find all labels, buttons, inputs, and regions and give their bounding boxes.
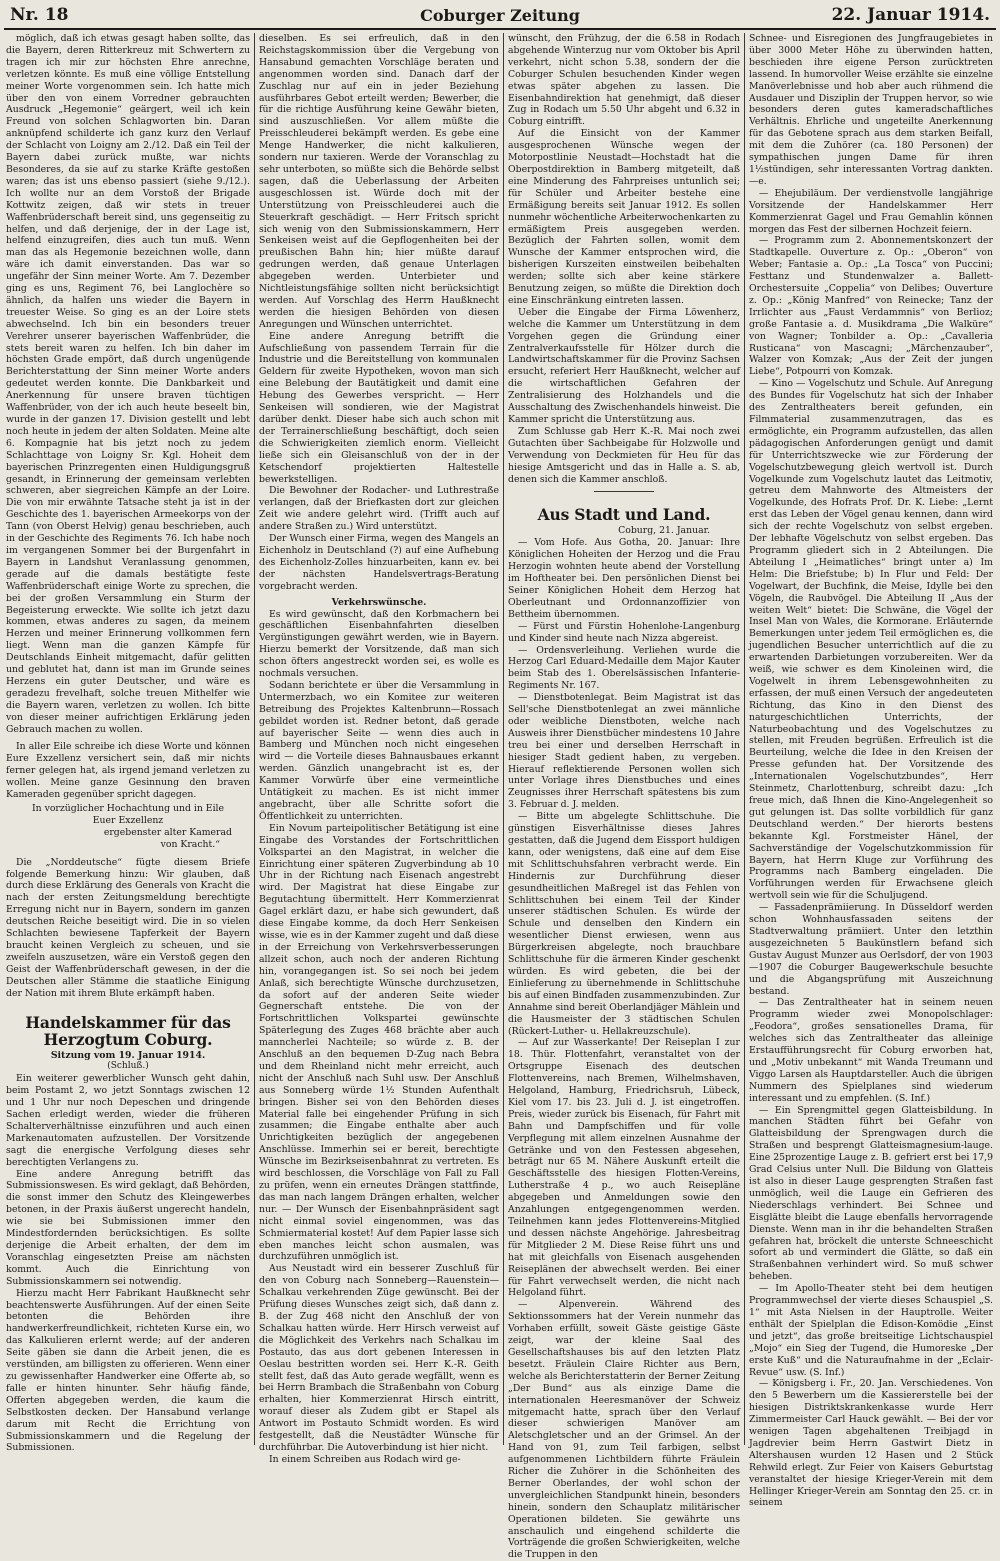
column-rule <box>254 33 255 1445</box>
article-paragraph: wünscht, den Frühzug, der die 6.58 in Rodach abgehende Winterzug nur vom Oktober bis April verkehrt, nicht schon 5.38, sondern der die Coburger Schulen besuchenden Kinder wegen etwas später abgehen zu lassen. Die Eisenbahndirektion hat genehmigt, daß dieser Zug in Rodach um 5.50 Uhr abgeht und 6.32 in Coburg eintrifft. <box>508 33 740 128</box>
column-4 <box>749 33 993 1509</box>
news-item: — Fürst und Fürstin Hohenlohe-Langenburg und Kinder sind heute nach Nizza abgereist. <box>508 620 740 644</box>
article-paragraph: möglich, daß ich etwas gesagt haben sollte, das die Bayern, deren Ritterkreuz mit Schwertern zu tragen ich mir zur höchsten Ehre anrechne, verletzen könnte. Es muß eine völlige Entstellung meiner Worte vorgenommen sein. Ich hatte mich über den von einem Vorredner gebrauchten Ausdruck „Hegemonie“ geärgert, weil ich kein Freund von solchen Schlagworten bin. Daran anknüpfend schilderte ich ganz kurz den Verlauf der Schlacht von Loigny am 2./12. Daß ein Teil der Bayern dabei zurück mußte, war nichts Besonderes, da sie auf zu starke Kräfte gestoßen waren; das ist uns ebenso passiert (siehe 9./12.). Ich wollte nur an dem Vorstoß der Brigade Kottwitz zeigen, daß wir stets in treuer Waffenbrüderschaft bereit sind, uns gegenseitig zu helfen, und daß derjenige, der in der Lage ist, helfend einzugreifen, dies auch tun muß. Wenn man das als Hegemonie bezeichnen wolle, dann wäre ich damit einverstanden. Das war so ungefähr der Sinn meiner Worte. Am 7. Dezember ging es uns, Regiment 76, bei Langlochère so ähnlich, da halfen uns wieder die Bayern in treuester Weise. So ging es an der Loire stets abwechselnd. Ich bin ein besonders treuer Verehrer unserer bayerischen Waffenbrüder, die stets bereit waren zu helfen. Ich bin daher im höchsten Grade empört, daß durch ungenügende Berichterstattung der Sinn meiner Worte anders gedeutet werden konnte. Die Dankbarkeit und Anerkennung für unsere braven tüchtigen Waffenbrüder, von der ich auch heute beseelt bin, wurde in der ganzen 17. Division gestellt und lebt noch heute in jedem der alten Soldaten. Meine alte 6. Kompagnie hat bis jetzt noch zu jedem Schlachttage von Loigny Sr. Kgl. Hoheit dem bayerischen Prinzregenten einen Huldigungsgruß gesandt, in Erinnerung der gemeinsam verlebten schweren, aber siegreichen Kämpfe an der Loire. Die von mir erwähnte Tatsache steht ja ist in der Geschichte des 1. bayerischen Armeekorps von der Tann (von Oberst Helvig) genau beschrieben, auch in der Geschichte des Regiments 76. Ich habe noch im vergangenen Sommer bei der Burgenfahrt in Bayern in Landshut Veranlassung genommen, gerade auf die damals bestätigte feste Waffenbrüderschaft einige Worte zu sprechen, die bei der großen Versammlung ein Sturm der Begeisterung erweckte. Wie sollte ich jetzt dazu kommen, etwas anderes zu sagen, da meinem Herzen und meiner Erinnerung vollkommen fern liegt. Wenn man die ganzen Kämpfe für Deutschlands Einheit mitgemacht, dafür gelitten und geblutet hat, dann ist man im Grunde seines Herzens ein guter Deutscher, und wäre es geradezu frevelhaft, solche treuen Mithelfer wie die Bayern waren, verletzen zu wollen. Ich bitte von dieser meiner aufrichtigen Erklärung jeden Gebrauch machen zu wollen. <box>6 33 250 735</box>
column-rule <box>503 33 504 1445</box>
news-item: — Das Zentraltheater hat in seinem neuen Programm wieder zwei Monopolschlager: „Feodora“, großes sensationelles Drama, für welches sich das Zentraltheater das alleinige Erstaufführungsrecht für Coburg erworben hat, und „Motiv unbekannt“ mit Wanda Treumann und Viggo Larsen als Hauptdarsteller. Auch die übrigen Nummern des Spielplanes sind wiederum interessant und zu empfehlen. (S. Inf.) <box>749 997 993 1104</box>
column-rule <box>744 33 745 1445</box>
column-2 <box>259 33 499 1465</box>
article-paragraph: Sodann berichtete er über die Versammlung in Untermerzbach, wo ein Komitee zur weiteren Betreibung des Projektes Kaltenbrunn—Rossach gebildet worden ist. Redner betont, daß gerade auf bayerischer Seite — wenn dies auch in Bamberg und München noch nicht eingesehen wird — die Vorteile dieses Bahnausbaues erkannt werden. Gänzlich unangebracht ist es, der Kammer Vorwürfe über eine vermeintliche Untätigkeit zu machen. Es ist nicht immer angebracht, über alle Schritte sofort die Öffentlichkeit zu unterrichten. <box>259 679 499 822</box>
letter-closing: In vorzüglicher Hochachtung und in Eile <box>31 803 225 814</box>
article-paragraph: Ueber die Eingabe der Firma Löwenherz, welche die Kammer um Unterstützung in dem Vorgehen gegen die Gründung einer Zentralverkaufsstelle für Hölzer durch die Landwirtschaftskammer für die Provinz Sachsen ersucht, referiert Herr Haußknecht, welcher auf die wirtschaftlichen Gefahren der Zentralisierung des Holzhandels und die Ausschaltung des Zwischenhandels hinweist. Die Kammer spricht die Unterstützung aus. <box>508 306 740 425</box>
article-paragraph: Hierzu macht Herr Fabrikant Haußknecht sehr beachtenswerte Ausführungen. Auf der einen Seite betonten die Behörden ihre handwerkerfreundlichkeit, richteten Kurse ein, wo das Kalkulieren erlernt werde; auf der anderen Seite gäben sie dann die Arbeit jenen, die es verstünden, am billigsten zu offerieren. Wenn einer zu gewissenhafter Handwerker eine Offerte ab, so falle er hinten hinunter. Sehr häufig fände, Offerten abgegeben werden, die kaum die Selbstkosten decken. Der Hansabund verlange darum mit Recht die Errichtung von Submissionskammern und die Regelung der Submissionen. <box>6 1287 250 1454</box>
article-paragraph: In einem Schreiben aus Rodach wird ge- <box>269 1453 461 1465</box>
news-item: — Fassadenprämiierung. In Düsseldorf werden schon Wohnhausfassaden seitens der Stadtverwaltung prämiiert. Unter den letzthin ausgezeichneten 5 Baukünstlern befand sich Gustav August Munzer aus Oerlsdorf, der von 1903—1907 die Coburger Baugewerkschule besuchte und die Abgangsprüfung mit Auszeichnung bestand. <box>749 902 993 997</box>
column-3 <box>508 33 740 1561</box>
news-item: — Programm zum 2. Abonnementskonzert der Stadtkapelle. Ouverture z. Op.: „Oberon“ von Weber; Fantasie a. Op.: „La Tosca“ von Puccini; Festtanz und Stundenwalzer a. Ballett-Orchestersuite „Coppelia“ von Delibes; Ouverture z. Op.: „König Manfred“ von Reinecke; Tanz der Irrlichter aus „Faust Verdammnis“ von Berlioz; große Fantasie a. d. Musikdrama „Die Walküre“ von Wagner; Tonbilder a. Op.: „Cavalleria Rusticana“ von Mascagni; „Märchenzauber“, Walzer von Komzak; „Aus der Zeit der jungen Liebe“, Potpourri von Komzak. <box>749 235 993 378</box>
news-item: — Vom Hofe. Aus Gotha, 20. Januar: Ihre Königlichen Hoheiten der Herzog und die Frau Herzogin wohnten heute abend der Vorstellung im Hoftheater bei. Den persönlichen Dienst bei Seiner Königlichen Hoheit dem Herzog hat Oberleutnant und Ordonnanzoffizier von Bettheim übernommen. <box>508 537 740 620</box>
letter-closing: ergebenster alter Kamerad <box>103 826 232 838</box>
masthead <box>4 2 996 30</box>
article-paragraph: Ein Novum parteipolitischer Betätigung ist eine Eingabe des Vorstandes der Fortschrittlichen Volkspartei an den Magistrat, in welcher die Einrichtung einer späteren Zugverbindung ab 10 Uhr in der Richtung nach Eisenach angestrebt wird. Der Magistrat hat diese Eingabe zur Begutachtung übermittelt. Herr Kommerzienrat Gagel erklärt dazu, er habe sich gewundert, daß diese Eingabe komme, da doch Herr Senkeisen wisse, wie es in der Kammer zugeht und daß diese in der Erreichung von Verkehrsverbesserungen allzeit schon, auch noch der anderen Richtung hin, vorangegangen ist. So sei noch bei jedem Anlaß, sich berechtigte Wünsche durchzusetzen, da sofort auf der anderen Seite wieder Gegnerschaft entstehe. Die von der Fortschrittlichen Volkspartei gewünschte Späterlegung des Zuges 468 brächte aber auch manncherlei Nachteile; so würde z. B. der Anschluß an den bequemen D-Zug nach Bebra und dem Rheinland nicht mehr erreicht, auch nicht der Anschluß nach Suhl usw. Der Anschluß aus Sonneberg würde 1½ Stunden Aufenthalt bringen. Bisher sei von den Behörden dieses Material falle bei eingehender Prüfung in sich zusammen; die Eingabe enthalte aber auch Unrichtigkeiten bezüglich der angegebenen Anschlüsse. Immerhin sei er bereit, berechtigte Wünsche im Bezirkseisenbahnrat zu vertreten. Es wird beschlossen, die Vorschläge von Fall zu Fall zu prüfen, wenn ein erneutes Drängen stattfinde, das man nach langem Drängen erhalten, welcher nur. — Der Wunsch der Eisenbahnpräsident sagt nicht einmal soviel eingenommen, was das Schmiermaterial kostet! Auf dem Papier lasse sich eben manches leicht schon ausmalen, was durchzuführen unmöglich ist. <box>259 822 499 1263</box>
section-subheading: Verkehrswünsche. <box>331 596 427 608</box>
section-subheading: Sitzung vom 19. Januar 1914. <box>50 1049 206 1061</box>
article-paragraph: In aller Eile schreibe ich diese Worte und können Eure Exzellenz versichert sein, daß mir nichts ferner gelegen hat, als irgend jemand verletzen zu wollen. Meine ganze Gesinnung den braven Kameraden gegenüber spricht dagegen. <box>6 741 250 801</box>
news-item: — Ehejubiläum. Der verdienstvolle langjährige Vorsitzende der Handelskammer Herr Kommerzienrat Gagel und Frau Gemahlin können morgen das Fest der silbernen Hochzeit feiern. <box>749 187 993 235</box>
article-paragraph: Zum Schlusse gab Herr K.-R. Mai noch zwei Gutachten über Sachbeigabe für Holzwolle und Verwendung von Deckmieten für Heu für das hiesige Amtsgericht und das in Halle a. S. ab, denen sich die Kammer anschloß. <box>508 425 740 485</box>
news-item: — Kino — Vogelschutz und Schule. Auf Anregung des Bundes für Vogelschutz hat sich der Inhaber des Zentraltheaters bereit gefunden, ein Filmmaterial zusammenzutragen, das es ermöglichte, ein Programm aufzustellen, das allen pädagogischen Anforderungen genügt und damit für Unterrichtszwecke wie zur Förderung der Vogelschutzbewegung gleich wertvoll ist. Durch Vogelkunde zum Vogelschutz lautet das Leitmotiv, getreu dem Mahnworte des Altmeisters der Vogelkunde, des Hofrats Prof. Dr. K. Liebe: „Lernt erst das Leben der Vögel genau kennen, dann wird sich der rechte Vogelschutz von selbst ergeben. Der lebhafte Vögelschutz von selbst ergeben. Das Programm gliedert sich in 2 Abteilungen. Die Abteilung I „Heimatliches“ bringt unter a) Im Helm: Die Briefstube; b) In Flur und Feld: Der Vogelwart, der Buchfink, die Meise, Idylle bei den Vögeln, die Raubvögel. Die Abteilung II „Aus der weiten Welt“ bietet: Die Schwäne, die Vögel der Insel Man von Wales, die Kormorane. Erläuternde Bemerkungen unter jedem Teil ermöglichen es, die jugendlichen Besucher unterrichtlich auf die zu erwartenden Darbietungen vorzubereiten. Wer da weiß, wie schwer es dem Kinoleinen wird, die Vogelwelt in ihrem Lebensgewohnheiten zu erfassen, der muß einen Versuch der angedeuteten Richtung, das Kino in den Dienst des naturgeschichtlichen Unterrichts, der Naturbeobachtung und des Vogelschutzes zu stellen, mit Freuden begrüßen. Erfreulich ist die Beurteilung, welche die Idee in den Kreisen der Presse gefunden hat. Der Vorsitzende des „Internationalen Vogelschutzbundes“, Herr Steinmetz, Charlottenburg, schreibt dazu: „Ich freue mich, daß Ihnen die Kino-Angelegenheit so gut gelungen ist. Das sollte vorbildlich für ganz Deutschland werden.“ Der hierorts bestens bekannte Kgl. Forstmeister Hänel, der Sachverständige der Vogelschutzkommission für Bayern, hat Herrn Kluge zur Vorführung des Programms nach Bamberg eingeladen. Die Vorführungen werden für Erwachsene gleich wertvoll sein wie für die Schuljugend. <box>749 378 993 902</box>
article-paragraph: Die Bewohner der Rodacher- und Luthrestraße verlangen, daß der Briefkasten dort zur gleichen Zeit wie andere gelehrt wird. (Trifft auch auf andere Straßen zu.) Wird unterstützt. <box>259 485 499 533</box>
issue-date: 22. Januar 1914. <box>831 5 990 25</box>
news-item: — Dienstbotenlegat. Beim Magistrat ist das Sell'sche Dienstbotenlegat an zwei männliche oder weibliche Dienstboten, welche nach Ausweis ihrer Dienstbücher mindestens 10 Jahre treu bei einer und derselben Herrschaft in hiesiger Stadt gedient haben, zu vergeben. Hierauf reflektierende Personen wollen sich unter Vorlage ihres Dienstbuches und eines Zeugnisses ihrer Herrschaft spätestens bis zum 3. Februar d. J. melden. <box>508 692 740 811</box>
article-paragraph: Schnee- und Eisregionen des Jungfraugebietes in über 3000 Meter Höhe zu überwinden hatten, beschieden ihre eigene Person zurücktreten lassend. In humorvoller Weise erzählte sie einzelne Manöverlebnisse und hob aber auch rühmend die Ausdauer und Disziplin der Truppen hervor, so wie besonders deren gutes kameradschaftliches Verhältnis. Ehrliche und ungeteilte Anerkennung für das Gebotene sprach aus dem starken Beifall, mit dem die Zuhörer (ca. 180 Personen) der sympathischen jungen Dame für ihren 1½stündigen, sehr interessanten Vortrag dankten. —e. <box>749 33 993 187</box>
section-heading: Handelskammer für das Herzogtum Coburg. <box>25 1012 231 1049</box>
news-item: — Ein Sprengmittel gegen Glatteisbildung. In manchen Städten führt bei Gefahr von Glatteisbildung der Sprengwagen durch die Straßen und besprengt Glatteismagnesium-lauge. Eine 25prozentige Lauge z. B. gefriert erst bei 17,9 Grad Celsius unter Null. Die Bildung von Glatteis ist also in dieser Lauge gesprengten Straßen fast unmöglich, weil die Lauge ein Gefrieren des Niederschlags verhindert. Bei Schnee und Eisglätte bleibt die Lauge ebenfalls hervorragende Dienste. Wenn man in ihr die behandelten Straßen gefahren hat, bröckelt die unterste Schneeschicht sofort ab und vermindert die Glätte, so daß ein Straßenbahnen verhindert wird. So muß schwer beheben. <box>749 1104 993 1283</box>
article-paragraph: Der Wunsch einer Firma, wegen des Mangels an Eichenholz in Deutschland (?) auf eine Aufhebung des Eichenholz-Zolles hinzuarbeiten, kann ev. bei der nächsten Handelsvertrags-Beratung vorgebracht werden. <box>259 533 499 592</box>
news-item: — Ordensverleihung. Verliehen wurde die Herzog Carl Eduard-Medaille dem Major Kauter beim Stab des 1. Oberelsässischen Infanterie-Regiments Nr. 167. <box>508 644 740 692</box>
article-paragraph: Ein weiterer gewerblicher Wunsch geht dahin, beim Postamt 2, wo jetzt Sonntags zwischen 12 und 1 Uhr nur noch Depeschen und dringende Sachen erledigt werden, wieder die früheren Schalterverhältnisse einzuführen und auch einen Markenautomaten aufzustellen. Der Vorsitzende sagt die energische Verfolgung dieses sehr berechtigten Verlangens zu. <box>6 1073 250 1168</box>
section-heading: Aus Stadt und Land. <box>537 505 711 525</box>
news-item: — Bitte um abgelegte Schlittschuhe. Die günstigen Eisverhältnisse dieses Jahres gestatten, daß die Jugend dem Eissport huldigen kann, oder wenigstens, daß eine auf dem Eise mit Schlittschuhsfahren verbracht werde. Ein Hindernis zur Durchführung dieser gesundheitlichen Maßregel ist das Fehlen von Schlittschuhen bei einem Teil der Kinder unserer städtischen Schulen. Es würde der Schule und denselben den Kindern ein wesentlicher Dienst erwiesen, wenn aus Bürgerkreisen abgelegte, noch brauchbare Schlittschuhe für die ärmeren Kinder geschenkt würden. Es wird gebeten, die bei der Einlieferung zu übernehmende in Schlittschuhe bis auf einen Bindfaden zusammenzubinden. Zur Annahme sind bereit Oberlandjäger Mählein und die Hausmeister der 3 städtischen Schulen (Rückert-Luther- u. Hellakreuzschule). <box>508 811 740 1037</box>
section-subheading: (Schluß.) <box>107 1061 149 1072</box>
newspaper-title: Coburger Zeitung <box>420 6 580 25</box>
article-paragraph: dieselben. Es sei erfreulich, daß in den Reichstagskommission über die Vergebung von Hansabund gemachten Vorschläge beraten und angenommen worden sind. Danach darf der Zuschlag nur auf ein in jeder Beziehung ausführbares Gebot erteilt werden; Bewerber, die für die richtige Ausführung keine Gewähr bieten, sind auszuschließen. Vor allem müßte die Preisschleuderei bekämpft werden. Es gebe eine Menge Handwerker, die nicht kalkulieren, sondern nur taxieren. Werde der Voranschlag zu sehr unterboten, so müßte sich die Behörde selbst sagen, daß die Ueberlassung der Arbeiten ausgeschlossen ist. Würde doch mit der Unterstützung von Preisschleuderei auch die Steuerkraft geschädigt. — Herr Fritsch spricht sich wenig von den Submissionskammern, Herr Senkeisen weist auf die Gepflogenheiten bei der preußischen Bahn hin; hier müßte darauf gedrungen werden, daß genaue Unterlagen abgegeben werden. Unterbieter und Nichtleistungsfähige sollten nicht berücksichtigt werden. Auf Vorschlag des Herrn Haußknecht werden die hiesigen Behörden von diesen Anregungen und Wünschen unterrichtet. <box>259 33 499 330</box>
article-paragraph: Aus Neustadt wird ein besserer Zuschluß für den von Coburg nach Sonneberg—Rauenstein—Schalkau verkehrenden Züge gewünscht. Bei der Prüfung dieses Wunsches zeigt sich, daß dann z. B. der Zug 468 nicht den Anschluß der von Schalkau hatten würde. Herr Hirsch verweist auf die Möglichkeit des Verkehrs nach Schalkau im Postauto, das aus dort gebenen Interessen in Oeslau bestritten worden sei. Herr K.-R. Geith stellt fest, daß das Auto gerade wegfällt, wenn es bei Herrn Brambach die Straßenbahn von Coburg erhalten, hier Kommerzienrat Hirsch eintritt, worauf dieser als Zudem gibt er Stapel als Antwort im Postauto Schmidt worden. Es wird festgestellt, daß die Neustädter Wünsche für durchführbar. Die Autoverbindung ist hier nicht. <box>259 1263 499 1453</box>
news-item: — Im Apollo-Theater steht bei dem heutigen Programmwechsel der vierte dieses Schauspiel „S. 1“ mit Asta Nielsen in der Hauptrolle. Weiter enthält der Spielplan die Edison-Komödie „Einst und jetzt“, das große breitseitige Lichtschauspiel „Mojo“ ein Sieg der Tugend, die Humoreske „Der erste Kuß“ und die Naturaufnahme in der „Eclair-Revue“ usw. (S. Inf.) <box>749 1283 993 1378</box>
article-paragraph: Auf die Einsicht von der Kammer ausgesprochenen Wünsche wegen der Motorpostlinie Neustadt—Hochstadt hat die Oberpostdirektion in Bamberg mitgeteilt, daß eine Minderung des Fahrpreises untunlich sei; für Schüler und Arbeiter bestehe eine Ermäßigung bereits seit Januar 1912. Es sollen nunmehr wöchentliche Arbeiterwochenkarten zu ermäßigtem Preis ausgegeben werden. Bezüglich der Fahrten sollen, womit dem Wunsche der Kammer entsprochen wird, die bisherigen Kurszeiten einstweilen beibehalten werden; sollte sich aber keine stärkere Benutzung zeigen, so müßte die Direktion doch eine Einschränkung eintreten lassen. <box>508 128 740 306</box>
letter-closing: Euer Exzellenz <box>92 814 164 826</box>
divider <box>594 491 654 492</box>
news-item: — Auf zur Wasserkante! Der Reiseplan I zur 18. Thür. Flottenfahrt, veranstaltet von der Ortsgruppe Eisenach des deutschen Flottenvereins, nach Bremen, Wilhelmshaven, Helgoland, Hamburg, Friedrichsruh, Lübeck, Kiel vom 17. bis 23. Juli d. J. ist eingetroffen. Preis, wieder zurück bis Eisenach, für Fahrt mit Bahn und Dampfschiffen und für volle Verpflegung mit allem einzelnen Ausnahme der Getränke und von den Festessen abgesehen, beträgt nur 65 M. Nähere Auskunft erteilt die Geschäftsstelle des hiesigen Flotten-Vereins, Lutherstraße 4 p., wo auch Reisepläne abgegeben und Anmeldungen sowie den Anzahlungen entgegengenommen werden. Teilnehmen kann jedes Flottenvereins-Mitglied und dessen nächste Angehörige. Jahresbeitrag für Mitglieder 2 M. Diese Reise führt uns und hat mit gleichfalls von Eisenach ausgehenden Reiseplänen der abwechselt werden. Bei einer für Fahrt verwechselt werden, die nicht nach Helgoland führt. <box>508 1037 740 1299</box>
article-paragraph: Eine andere Anregung betrifft das Submissionswesen. Es wird geklagt, daß Behörden, die sonst immer den Schutz des Kleingewerbes betonen, in der Praxis äußerst ungerecht handeln, wie sie bei Submissionen immer den Mindestfordernden berücksichtigen. Es sollte derjenige die Arbeit erhalten, der dem im Voranschlag eingesetzten Preise am nächsten kommt. Auch die Einrichtung von Submissionskammern sei notwendig. <box>6 1168 251 1287</box>
news-item: — Alpenverein. Während des Sektionssommers hat der Verein nunmehr das Vorhaben erfüllt, soweit Gäste geistige Gäste zeigt, war der kleine Saal des Gesellschaftshauses bis auf den letzten Platz besetzt. Fräulein Claire Richter aus Bern, welche als Berichterstatterin der Berner Zeitung „Der Bund“ aus als einzige Dame die internationalen Heeresmanöver der Schweiz mitgemacht hatte, sprach über den Verlauf dieser schwierigen Manöver am Aletschgletscher und an der Grimsel. An der Hand von 91, zum Teil farbigen, selbst aufgenommenen Lichtbildern führte Fräulein Richer die Zuhörer in die Schönheiten des Berner Oberlandes, der wohl schon der unvergleichlichen Standpunkt hinein, besonders hinein, sondern den Schauplatz militärischer Operationen bildeten. Sie gewährte uns anschaulich und eingehend schilderte die Vorträgende die großen Schwierigkeiten, welche die Truppen in den <box>508 1299 740 1561</box>
column-1 <box>6 33 251 1454</box>
article-paragraph: Es wird gewünscht, daß den Korbmachern bei geschäftlichen Eisenbahnfahrten dieselben Vergünstigungen gewährt werden, wie in Bayern. Hierzu bemerkt der Vorsitzende, daß man sich schon öfters angestreckt worden sei, es wolle es nochmals versuchen. <box>259 608 499 680</box>
news-item: — Königsberg i. Fr., 20. Jan. Verschiedenes. Von den 5 Bewerbern um die Kassiererstelle bei der hiesigen Distriktskrankenkasse wurde Herr Zimmermeister Carl Hauck gewählt. — Bei der vor wenigen Tagen abgehaltenen Treibjagd in Jagdrevier beim Herrn Gastwirt Dietz in Altershausen wurden 12 Hasen und 2 Stück Rehwild erlegt. Zur Feier von Kaisers Geburtstag veranstaltet der hiesige Krieger-Verein mit dem Hellinger Krieger-Verein am Sonntag den 25. cr. in seinem <box>749 1378 993 1509</box>
article-paragraph: Die „Norddeutsche“ fügte diesem Briefe folgende Bemerkung hinzu: Wir glauben, daß durch diese Erklärung des Generals von Kracht die nach der ersten Zeitungsmeldung berechtigte Erregung nicht nur in Bayern, sondern im ganzen deutschen Reiche beseitigt wird. Die in so vielen Schlachten bewiesene Tapferkeit der Bayern braucht keinen Vergleich zu scheuen, und sie zweifeln auszusetzen, wäre ein Verstoß gegen den Geist der Waffenbrüderschaft gewesen, in der die Deutschen aller Stämme die staatliche Einigung der Nation mit ihrem Blute erkämpft haben. <box>6 856 250 999</box>
dateline: Coburg, 21. Januar. <box>618 525 710 537</box>
article-paragraph: Eine andere Anregung betrifft die Aufschließung von passendem Terrain für die Industrie und die Bereitstellung von kommunalen Geldern für zweite Hypotheken, wovon man sich eine Belebung der Bautätigkeit und damit eine Hebung des Gewerbes verspricht. — Herr Senkeisen will sondieren, wie der Magistrat darüber denkt. Dieser habe sich auch schon mit der Terrainerschließung beschäftigt, doch seien die Schwierigkeiten ziemlich enorm. Vielleicht ließe sich ein Gleisanschluß von der in der Ketschendorf projektierten Haltestelle bewerkstelligen. <box>259 330 499 485</box>
letter-signature: von Kracht.“ <box>160 838 220 850</box>
issue-number: Nr. 18 <box>10 5 69 25</box>
